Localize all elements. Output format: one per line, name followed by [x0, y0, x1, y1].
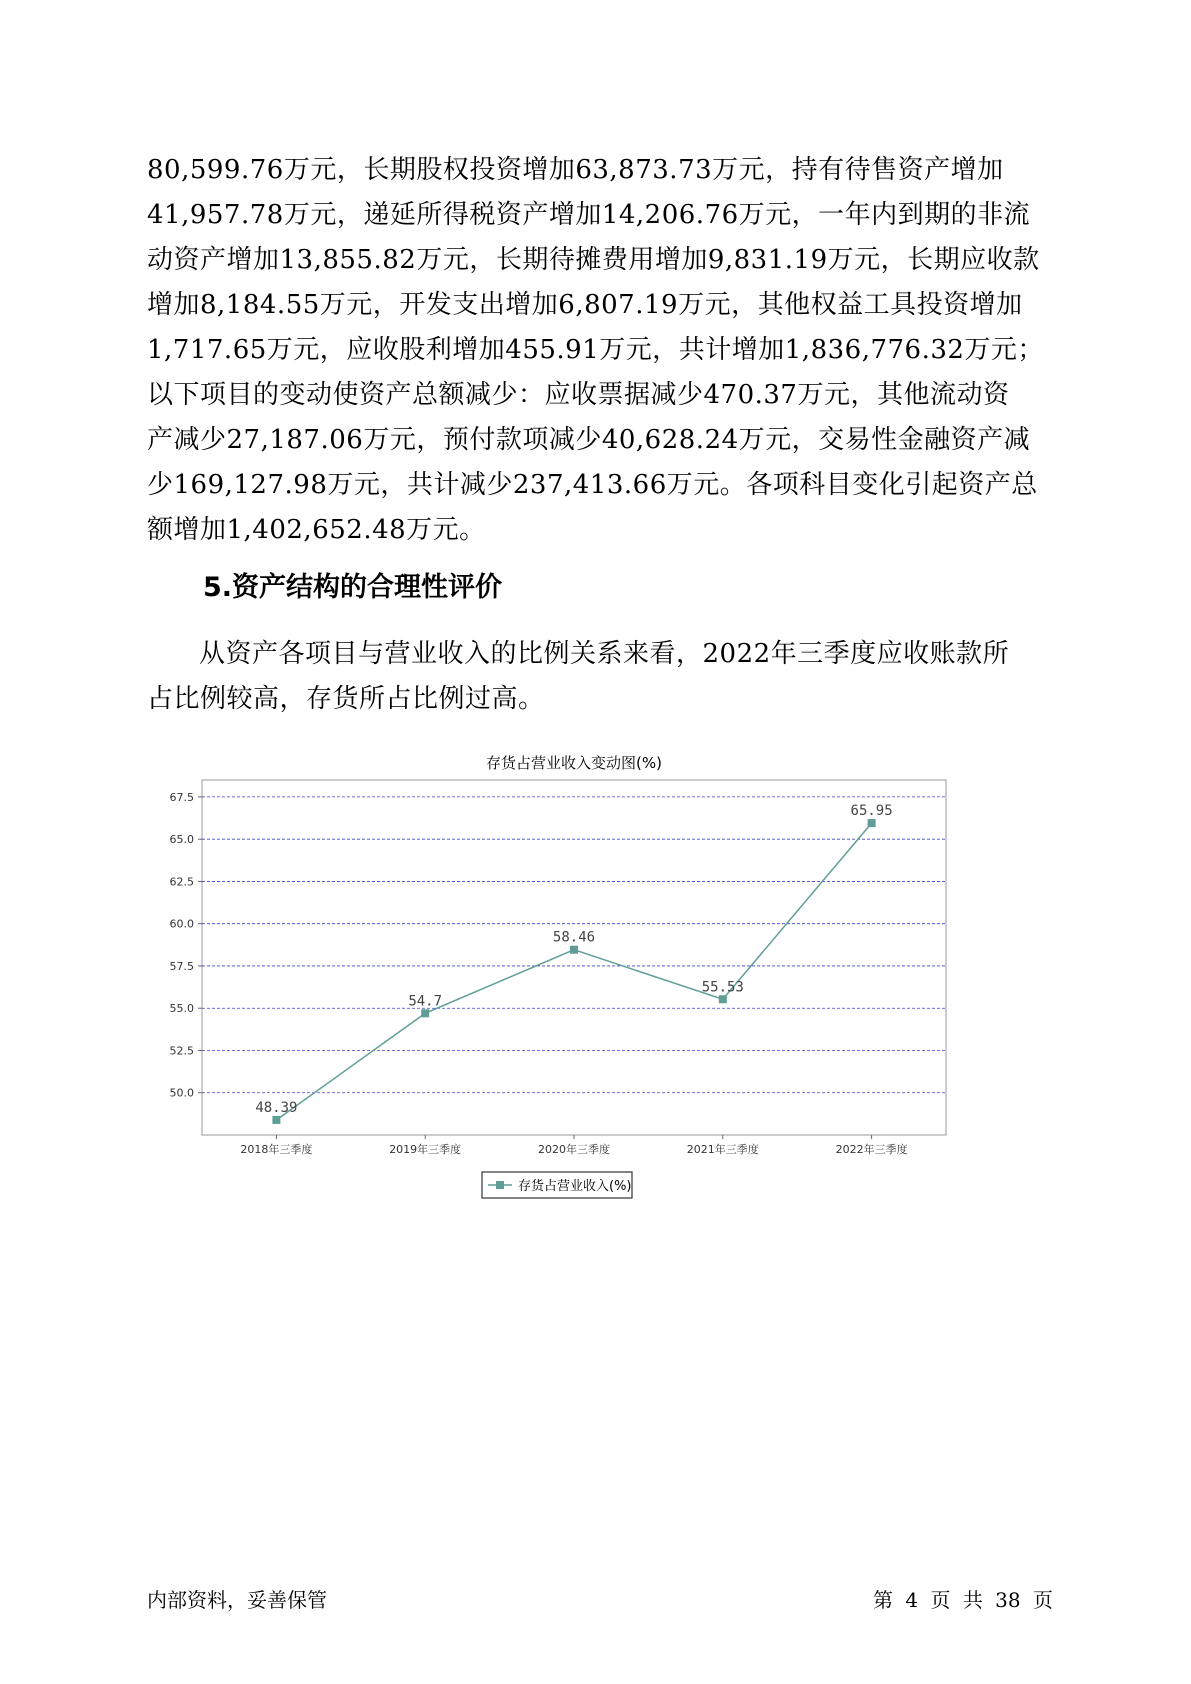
x-tick-label: 2019年三季度 [389, 1143, 462, 1156]
data-point [868, 819, 876, 827]
paragraph-asset-changes [147, 148, 1047, 553]
footer-confidential-note: 内部资料，妥善保管 [147, 1588, 327, 1612]
section-heading: 5.资产结构的合理性评价 [203, 572, 503, 603]
y-tick-label: 50.0 [169, 1086, 194, 1100]
legend-label: 存货占营业收入(%) [518, 1179, 632, 1194]
y-tick-label: 62.5 [169, 875, 194, 889]
x-tick-label: 2021年三季度 [686, 1143, 759, 1156]
data-label: 54.7 [408, 993, 443, 1010]
y-tick-label: 60.0 [169, 917, 194, 931]
data-label: 58.46 [552, 929, 596, 946]
text-line: 1,717.65万元，应收股利增加455.91万元，共计增加1,836,776.32万元； [147, 335, 1044, 365]
text-line: 从资产各项目与营业收入的比例关系来看，2022年三季度应收账款所 [199, 639, 1010, 669]
chart-svg [160, 740, 1060, 1210]
y-tick-label: 65.0 [169, 833, 194, 847]
x-tick-label: 2018年三季度 [240, 1143, 313, 1156]
data-point [272, 1116, 280, 1124]
series-line [276, 823, 871, 1120]
text-line: 41,957.78万元，递延所得税资产增加14,206.76万元，一年内到期的非流 [147, 200, 1031, 230]
data-label: 48.39 [255, 1099, 298, 1116]
data-label: 55.53 [701, 979, 744, 996]
text-line: 产减少27,187.06万元，预付款项减少40,628.24万元，交易性金融资产减 [147, 425, 1031, 455]
text-line: 额增加1,402,652.48万元。 [147, 515, 486, 545]
chart-title: 存货占营业收入变动图(%) [486, 754, 662, 772]
text-line: 增加8,184.55万元，开发支出增加6,807.19万元，其他权益工具投资增加 [147, 290, 1023, 320]
y-tick-label: 52.5 [169, 1044, 194, 1058]
paragraph-asset-structure [147, 632, 1047, 722]
text-line: 占比例较高，存货所占比例过高。 [147, 684, 545, 714]
data-point [719, 995, 727, 1003]
x-tick-label: 2022年三季度 [835, 1143, 908, 1156]
text-line: 动资产增加13,855.82万元，长期待摊费用增加9,831.19万元，长期应收款 [147, 245, 1040, 275]
text-line: 以下项目的变动使资产总额减少：应收票据减少470.37万元，其他流动资 [147, 380, 1010, 410]
data-point [570, 946, 578, 954]
text-line: 80,599.76万元，长期股权投资增加63,873.73万元，持有待售资产增加 [147, 155, 1004, 185]
y-tick-label: 57.5 [169, 959, 194, 973]
data-point [421, 1009, 429, 1017]
x-tick-label: 2020年三季度 [538, 1143, 610, 1156]
text-line: 少169,127.98万元，共计减少237,413.66万元。各项科目变化引起资产总 [147, 470, 1038, 500]
inventory-ratio-chart [160, 740, 1060, 1210]
footer-page-number: 第 4 页 共 38 页 [873, 1588, 1053, 1612]
plot-frame [202, 780, 946, 1135]
data-label: 65.95 [850, 803, 893, 820]
y-tick-label: 67.5 [169, 790, 194, 804]
legend-marker [496, 1181, 504, 1189]
y-tick-label: 55.0 [169, 1002, 194, 1016]
